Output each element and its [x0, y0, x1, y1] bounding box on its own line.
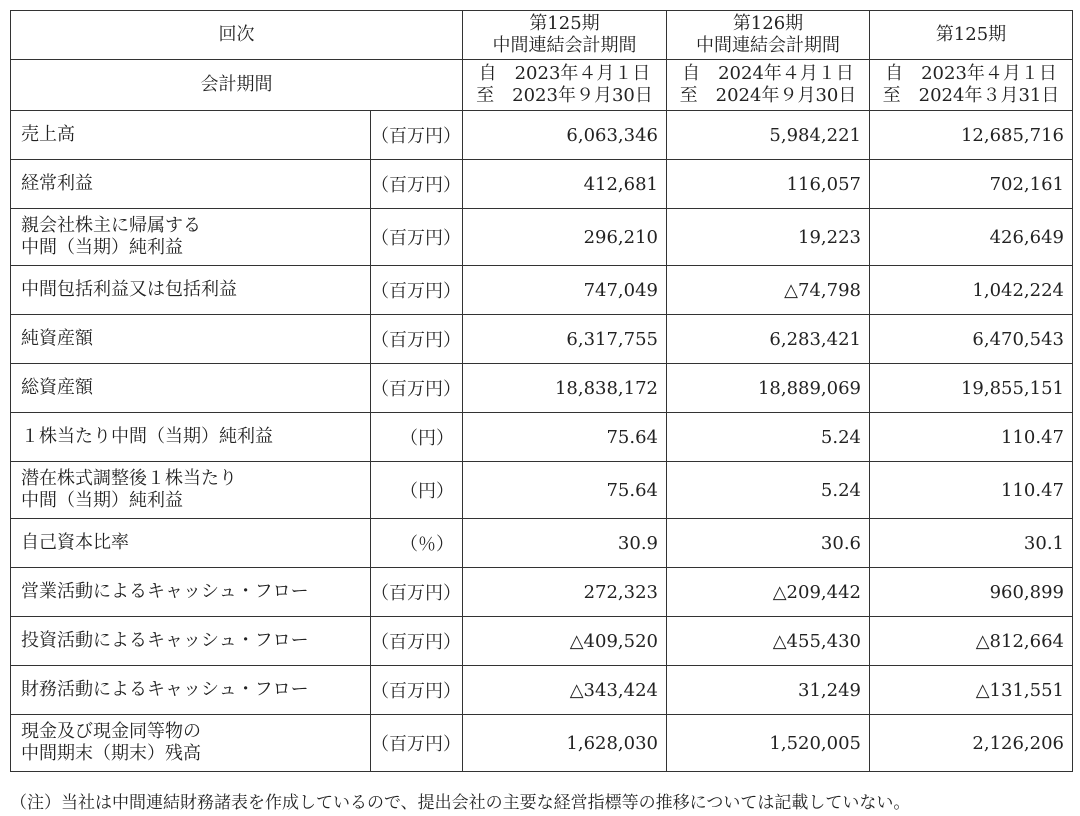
value-cell: 426,649	[870, 209, 1073, 266]
value-cell: 702,161	[870, 160, 1073, 209]
value-cell: 18,838,172	[463, 364, 667, 413]
row-unit: （円）	[371, 462, 463, 519]
value-cell: 75.64	[463, 413, 667, 462]
row-label-line: 中間期末（期末）残高	[21, 743, 201, 764]
row-comprehensive-income	[11, 266, 1073, 315]
row-ordinary-income	[11, 160, 1073, 209]
value-cell: 1,520,005	[667, 715, 870, 772]
row-unit: （百万円）	[371, 568, 463, 617]
row-label-line: 親会社株主に帰属する	[21, 215, 201, 236]
row-cash-end	[11, 715, 1073, 772]
value-cell: 116,057	[667, 160, 870, 209]
row-label-line: 総資産額	[21, 377, 93, 398]
header-period-col-1	[463, 60, 667, 111]
row-label-line: 潜在株式調整後１株当たり	[21, 468, 237, 489]
row-unit: （百万円）	[371, 666, 463, 715]
value-cell: 110.47	[870, 413, 1073, 462]
row-label	[11, 315, 371, 364]
value-cell: △812,664	[870, 617, 1073, 666]
row-label	[11, 160, 371, 209]
row-unit: （百万円）	[371, 160, 463, 209]
row-unit: （百万円）	[371, 364, 463, 413]
row-label-line: 経常利益	[21, 173, 93, 194]
header-row-period	[11, 60, 1073, 111]
period-to: 至 2023年９月30日	[476, 85, 653, 106]
period-to: 至 2024年９月30日	[679, 85, 857, 106]
value-cell: 30.6	[667, 519, 870, 568]
row-label-line: 財務活動によるキャッシュ・フロー	[21, 679, 309, 700]
row-label	[11, 715, 371, 772]
header-term-col-1-subtitle: 中間連結会計期間	[492, 35, 637, 56]
value-cell: 2,126,206	[870, 715, 1073, 772]
row-total-assets	[11, 364, 1073, 413]
row-label	[11, 568, 371, 617]
row-label	[11, 519, 371, 568]
value-cell: 12,685,716	[870, 111, 1073, 160]
value-cell: △409,520	[463, 617, 667, 666]
value-cell: 1,042,224	[870, 266, 1073, 315]
row-label	[11, 364, 371, 413]
row-label-line: 投資活動によるキャッシュ・フロー	[21, 630, 309, 651]
value-cell: 5.24	[667, 462, 870, 519]
value-cell: 31,249	[667, 666, 870, 715]
row-label	[11, 666, 371, 715]
value-cell: 5.24	[667, 413, 870, 462]
row-label-line: 純資産額	[21, 328, 93, 349]
footnote: （注）当社は中間連結財務諸表を作成しているので、提出会社の主要な経営指標等の推移については記載していない。	[10, 793, 911, 813]
value-cell: 1,628,030	[463, 715, 667, 772]
row-unit: （百万円）	[371, 266, 463, 315]
value-cell: 110.47	[870, 462, 1073, 519]
row-label-line: 営業活動によるキャッシュ・フロー	[21, 581, 309, 602]
row-unit: （百万円）	[371, 617, 463, 666]
row-label-line: 中間（当期）純利益	[21, 237, 183, 258]
row-eps	[11, 413, 1073, 462]
header-term-col-3	[870, 11, 1073, 60]
value-cell: 296,210	[463, 209, 667, 266]
row-net-sales	[11, 111, 1073, 160]
value-cell: 18,889,069	[667, 364, 870, 413]
row-investing-cf	[11, 617, 1073, 666]
row-financing-cf	[11, 666, 1073, 715]
financial-summary-table	[10, 10, 1073, 772]
header-term-col-1	[463, 11, 667, 60]
value-cell: △455,430	[667, 617, 870, 666]
header-row-term	[11, 11, 1073, 60]
value-cell: △343,424	[463, 666, 667, 715]
row-unit: （円）	[371, 413, 463, 462]
value-cell: △131,551	[870, 666, 1073, 715]
row-label-line: 売上高	[21, 124, 75, 145]
header-period-label: 会計期間	[11, 60, 463, 111]
period-to: 至 2024年３月31日	[882, 85, 1060, 106]
row-label-line: 中間（当期）純利益	[21, 490, 183, 511]
row-label	[11, 266, 371, 315]
period-from: 自 2024年４月１日	[682, 63, 854, 84]
row-unit: （百万円）	[371, 111, 463, 160]
header-period-col-3	[870, 60, 1073, 111]
row-net-income-parent	[11, 209, 1073, 266]
value-cell: △209,442	[667, 568, 870, 617]
period-from: 自 2023年４月１日	[885, 63, 1057, 84]
row-diluted-eps	[11, 462, 1073, 519]
row-unit: （百万円）	[371, 715, 463, 772]
header-term-col-1-term: 第125期	[529, 13, 600, 34]
value-cell: 272,323	[463, 568, 667, 617]
row-label-line: 中間包括利益又は包括利益	[21, 279, 237, 300]
row-label	[11, 209, 371, 266]
header-term-col-3-term: 第125期	[935, 24, 1007, 45]
value-cell: 6,317,755	[463, 315, 667, 364]
header-term-col-2	[667, 11, 870, 60]
row-label	[11, 413, 371, 462]
row-unit: （百万円）	[371, 209, 463, 266]
row-label-line: 現金及び現金同等物の	[21, 721, 201, 742]
value-cell: 6,470,543	[870, 315, 1073, 364]
value-cell: 6,283,421	[667, 315, 870, 364]
value-cell: 747,049	[463, 266, 667, 315]
row-net-assets	[11, 315, 1073, 364]
value-cell: 5,984,221	[667, 111, 870, 160]
header-period-col-2	[667, 60, 870, 111]
row-equity-ratio	[11, 519, 1073, 568]
row-unit: （％）	[371, 519, 463, 568]
financial-summary-sheet	[10, 10, 1072, 772]
row-unit: （百万円）	[371, 315, 463, 364]
row-label	[11, 462, 371, 519]
header-term-col-2-term: 第126期	[732, 13, 804, 34]
value-cell: 30.9	[463, 519, 667, 568]
value-cell: △74,798	[667, 266, 870, 315]
header-term-col-2-subtitle: 中間連結会計期間	[696, 35, 840, 56]
header-term-label: 回次	[11, 11, 463, 60]
value-cell: 412,681	[463, 160, 667, 209]
value-cell: 19,223	[667, 209, 870, 266]
value-cell: 30.1	[870, 519, 1073, 568]
value-cell: 6,063,346	[463, 111, 667, 160]
value-cell: 75.64	[463, 462, 667, 519]
value-cell: 960,899	[870, 568, 1073, 617]
row-label-line: １株当たり中間（当期）純利益	[21, 426, 273, 447]
row-label	[11, 617, 371, 666]
value-cell: 19,855,151	[870, 364, 1073, 413]
row-operating-cf	[11, 568, 1073, 617]
row-label-line: 自己資本比率	[21, 532, 129, 553]
row-label	[11, 111, 371, 160]
period-from: 自 2023年４月１日	[478, 63, 651, 84]
